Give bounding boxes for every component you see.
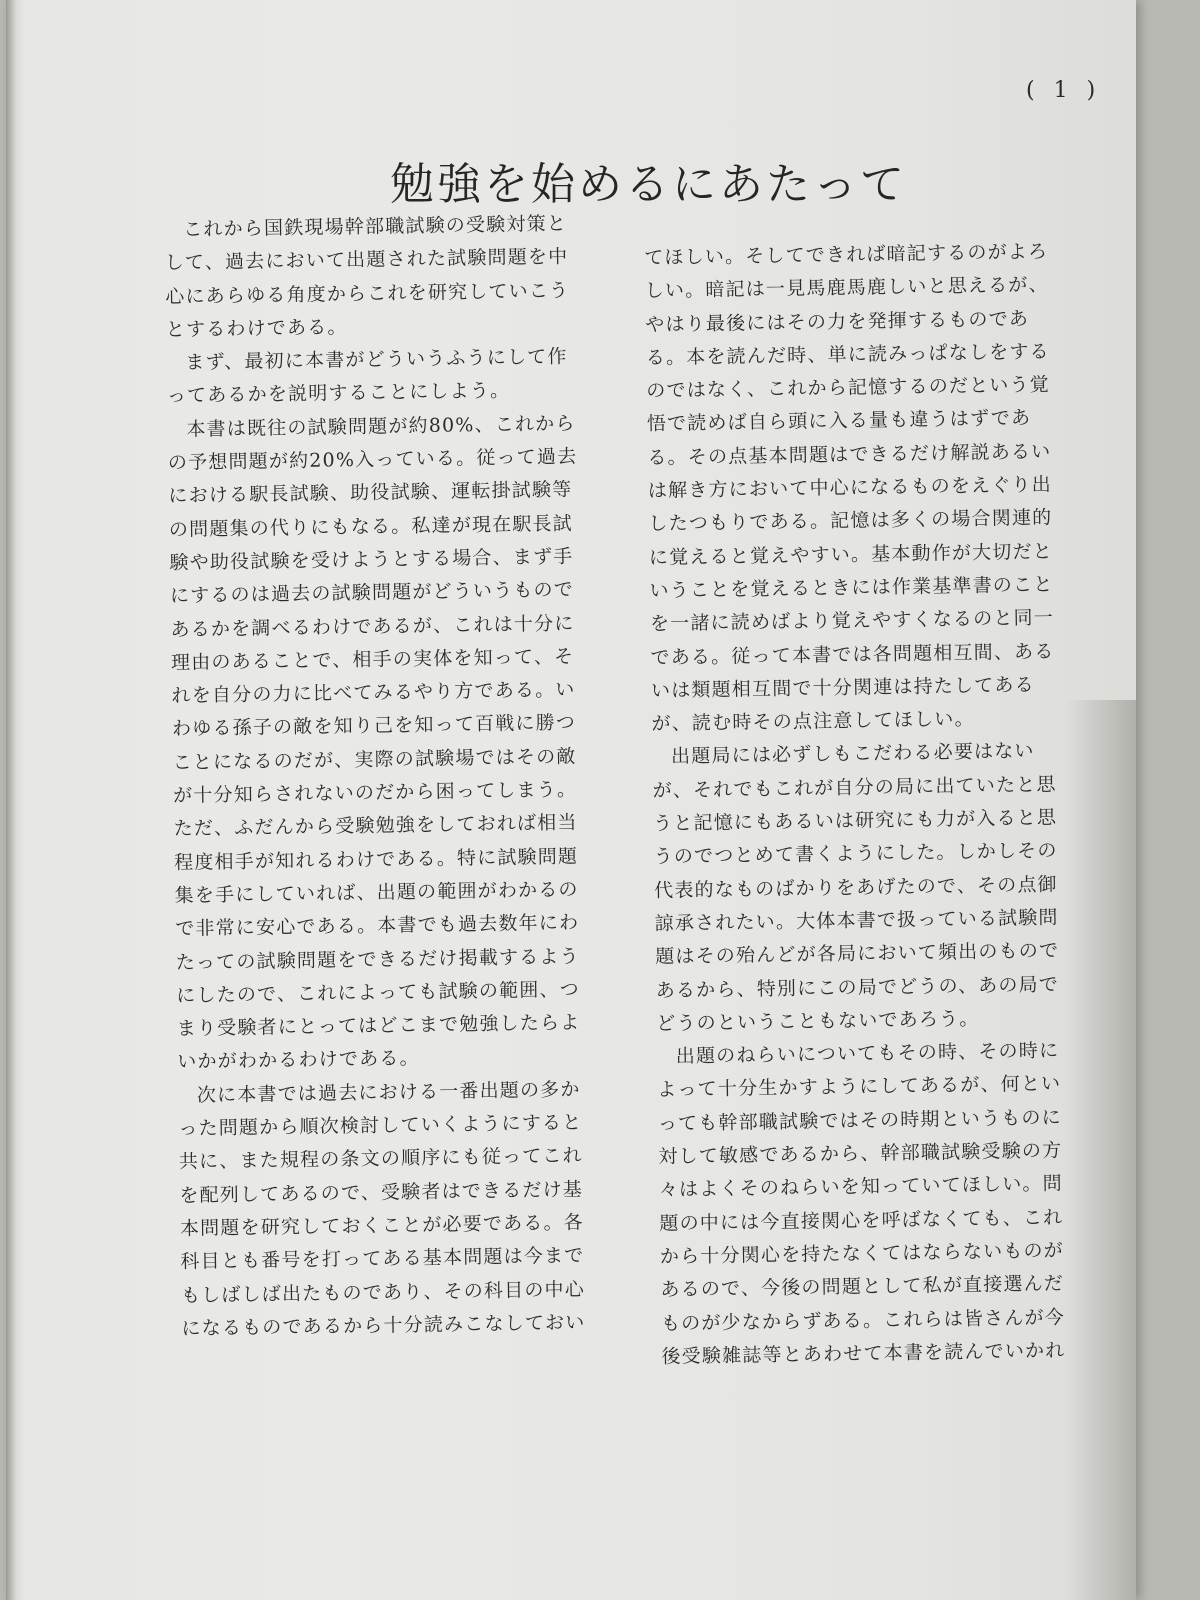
text-line: れを自分の力に比べてみるやり方である。い	[171, 678, 576, 708]
text-line: 次に本書では過去における一番出題の多か	[196, 1078, 581, 1107]
text-line: たっての試験問題をできるだけ掲載するよう	[175, 945, 580, 974]
text-line: から十分関心を持たなくてはならないものが	[659, 1239, 1065, 1268]
text-line: が、それでもこれが自分の局に出ていたと思	[652, 773, 1057, 802]
text-line: いかがわかるわけである。	[177, 1047, 420, 1074]
text-line: ものが少なからずある。これらは皆さんが今	[660, 1306, 1066, 1335]
left-text-column	[164, 207, 627, 1346]
text-line: が、読む時その点注意してほしい。	[651, 708, 975, 736]
text-line: ただ、ふだんから受験勉強をしておれば相当	[173, 811, 578, 841]
text-line: 悟で読めば自ら頭に入る量も違うはずであ	[646, 407, 1032, 436]
text-line: 科目とも番号を打ってある基本問題は今まで	[180, 1244, 585, 1274]
text-line: もしばしば出たものであり、その科目の中心	[180, 1278, 586, 1307]
text-line: 代表的なものばかりをあげたので、その点御	[654, 873, 1058, 902]
text-line: 後受験雑誌等とあわせて本書を読んでいかれ	[661, 1339, 1066, 1368]
text-line: が十分知らされないのだから困ってしまう。	[172, 778, 578, 807]
text-line: これから国鉄現場幹部職試験の受験対策と	[183, 212, 568, 241]
text-line: やはり最後にはその力を発揮するものであ	[645, 307, 1030, 336]
text-line: あるかを調べるわけであるが、これは十分に	[170, 612, 575, 641]
text-line: の問題集の代りにもなる。私達が現在駅長試	[168, 512, 574, 541]
text-line: わゆる孫子の敵を知り己を知って百戦に勝つ	[171, 712, 577, 741]
text-line: のではなく、これから記憶するのだという覚	[646, 373, 1051, 403]
text-line: どうのということもないであろう。	[656, 1007, 980, 1035]
text-line: った問題から順次検討していくようにすると	[178, 1111, 583, 1140]
right-text-column	[644, 235, 1112, 1374]
text-line: 諒承されたい。大体本書で扱っている試験問	[654, 906, 1059, 935]
text-line: まず、最初に本書がどういうふうにして作	[185, 345, 568, 374]
page-binding-edge	[6, 0, 16, 1600]
text-line: まり受験者にとってはどこまで勉強したらよ	[176, 1011, 581, 1041]
text-line: あるから、特別にこの局でどうの、あの局で	[655, 973, 1060, 1002]
text-line: る。本を読んだ時、単に読みっぱなしをする	[645, 340, 1050, 369]
text-line: 対して敏感であるから、幹部職試験受験の方	[658, 1139, 1063, 1168]
text-line: 験や助役試験を受けようとする場合、まず手	[169, 545, 574, 574]
text-line: を配列してあるので、受験者はできるだけ基	[179, 1178, 584, 1207]
text-line: 本問題を研究しておくことが必要である。各	[179, 1211, 585, 1240]
text-line: にするのは過去の試験問題がどういうもので	[169, 578, 575, 608]
text-line: ことになるのだが、実際の試験場ではその敵	[172, 745, 577, 774]
text-line: に覚えると覚えやすい。基本動作が大切だと	[648, 540, 1054, 569]
text-line: にしたので、これによっても試験の範囲、つ	[176, 978, 581, 1007]
text-line: いうことを覚えるときには作業基準書のこと	[649, 573, 1054, 602]
text-line: を一諸に読めばより覚えやすくなるのと同一	[649, 606, 1055, 636]
text-line: 題はその殆んどが各局において頻出のもので	[655, 939, 1060, 969]
text-line: 題の中には今直接関心を呼ばなくても、これ	[659, 1206, 1064, 1235]
text-line: 共に、また規程の条文の順序にも従ってこれ	[178, 1144, 584, 1174]
text-line: る。その点基本問題はできるだけ解説あるい	[647, 440, 1052, 469]
text-line: 出題局には必ずしもこだわる必要はない	[670, 740, 1035, 769]
text-line: 々はよくそのねらいを知っていてほしい。問	[658, 1172, 1064, 1202]
text-line: あるので、今後の問題として私が直接選んだ	[660, 1272, 1065, 1302]
text-line: いは類題相互間で十分関連は持たしてある	[650, 673, 1035, 702]
book-page	[6, 0, 1136, 1600]
text-line: は解き方において中心になるものをえぐり出	[647, 473, 1053, 503]
text-line: っても幹部職試験ではその時期というものに	[657, 1106, 1062, 1135]
page-number: ( 1 )	[1026, 78, 1102, 103]
text-line: で非常に安心である。本書でも過去数年にわ	[175, 911, 580, 941]
text-line: 出題のねらいについてもその時、その時に	[675, 1039, 1060, 1068]
text-line: 心にあらゆる角度からこれを研究していこう	[165, 279, 570, 308]
text-line: しい。暗記は一見馬鹿馬鹿しいと思えるが、	[644, 273, 1049, 303]
page-title: 勉強を始めるにあたって	[390, 159, 907, 210]
text-line: における駅長試験、助役試験、運転掛試験等	[168, 478, 573, 508]
text-line: うと記憶にもあるいは研究にも力が入ると思	[652, 806, 1058, 835]
text-line: うのでつとめて書くようにした。しかしその	[653, 839, 1058, 869]
text-line: とするわけである。	[165, 316, 348, 341]
text-line: である。従って本書では各問題相互間、ある	[650, 640, 1055, 669]
text-line: てほしい。そしてできれば暗記するのがよろ	[644, 240, 1049, 269]
text-line: 理由のあることで、相手の実体を知って、そ	[170, 645, 575, 674]
text-line: になるものであるから十分読みこなしておい	[181, 1311, 586, 1340]
text-line: ってあるかを説明することにしよう。	[166, 380, 511, 408]
text-line: 本書は既往の試験問題が約80%、これから	[186, 412, 576, 441]
text-line: して、過去において出題された試験問題を中	[164, 245, 569, 275]
text-line: 集を手にしていれば、出題の範囲がわかるの	[174, 878, 579, 907]
text-line: の予想問題が約20%入っている。従って過去	[167, 445, 578, 475]
text-line: したつもりである。記憶は多くの場合関連的	[648, 506, 1053, 536]
text-line: 程度相手が知れるわけである。特に試験問題	[174, 845, 579, 874]
text-line: よって十分生かすようにしてあるが、何とい	[657, 1072, 1062, 1102]
